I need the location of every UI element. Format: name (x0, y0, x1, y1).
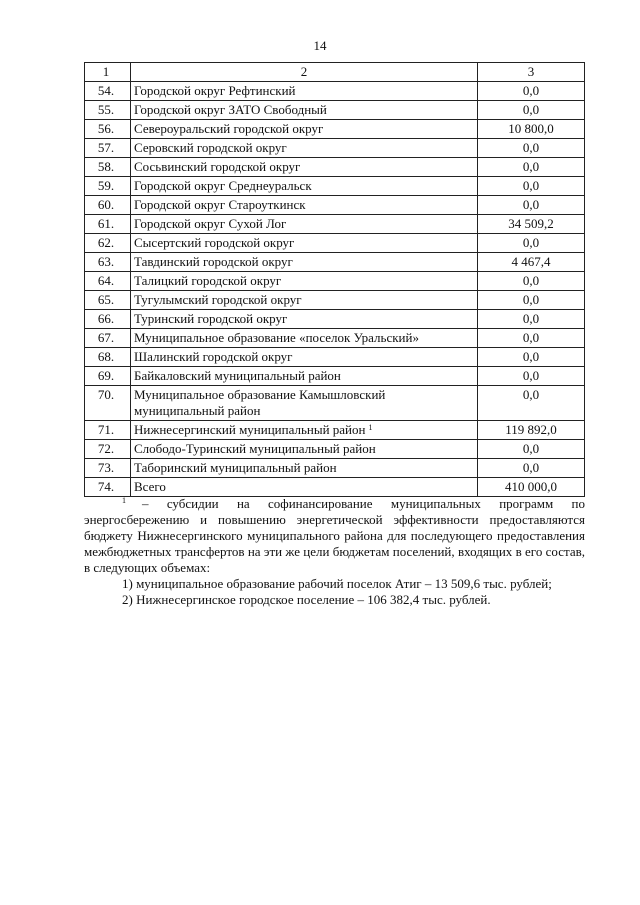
table-row (85, 253, 585, 272)
row-value: 10 800,0 (478, 120, 585, 139)
row-number: 73. (85, 459, 131, 478)
row-name-text: Муниципальное образование «поселок Уральский» (134, 330, 419, 345)
row-value: 0,0 (478, 101, 585, 120)
row-number: 74. (85, 478, 131, 497)
row-number: 69. (85, 367, 131, 386)
column-header-name: 2 (131, 63, 478, 82)
row-name-text: Шалинский городской округ (134, 349, 293, 364)
table-row (85, 310, 585, 329)
row-name (131, 310, 478, 329)
row-value: 34 509,2 (478, 215, 585, 234)
table-row (85, 101, 585, 120)
row-number: 55. (85, 101, 131, 120)
footnote-text: – субсидии на софинансирование муниципальных программ по энергосбережению и повышению энергетической эффективности предоставляются бюджету Нижнесергинского муниципального района для последующего предоставления межбюджетных трансфертов на эти же цели бюджетам поселений, входящих в его состав, в следующих объемах: (84, 496, 585, 575)
row-name (131, 329, 478, 348)
row-name (131, 440, 478, 459)
row-name-text: Байкаловский муниципальный район (134, 368, 341, 383)
row-number: 63. (85, 253, 131, 272)
row-name-text: Городской округ Староуткинск (134, 197, 306, 212)
row-number: 54. (85, 82, 131, 101)
row-value: 0,0 (478, 386, 585, 421)
table-row (85, 421, 585, 440)
row-name (131, 120, 478, 139)
row-name (131, 82, 478, 101)
row-name-text: Городской округ ЗАТО Свободный (134, 102, 327, 117)
table-row (85, 139, 585, 158)
row-name (131, 215, 478, 234)
row-name (131, 101, 478, 120)
table-row (85, 440, 585, 459)
row-value: 119 892,0 (478, 421, 585, 440)
row-value: 0,0 (478, 440, 585, 459)
row-value: 0,0 (478, 272, 585, 291)
column-header-value: 3 (478, 63, 585, 82)
row-value: 0,0 (478, 82, 585, 101)
table-row (85, 348, 585, 367)
row-value: 410 000,0 (478, 478, 585, 497)
row-value: 0,0 (478, 329, 585, 348)
row-name-text: Слободо-Туринский муниципальный район (134, 441, 376, 456)
row-name (131, 177, 478, 196)
row-number: 59. (85, 177, 131, 196)
row-name (131, 386, 478, 421)
row-number: 60. (85, 196, 131, 215)
row-name (131, 234, 478, 253)
row-name (131, 253, 478, 272)
column-header-number: 1 (85, 63, 131, 82)
row-name (131, 272, 478, 291)
row-value: 0,0 (478, 348, 585, 367)
row-name-text: Городской округ Среднеуральск (134, 178, 312, 193)
row-value: 0,0 (478, 196, 585, 215)
row-name (131, 196, 478, 215)
row-number: 65. (85, 291, 131, 310)
table-body (85, 82, 585, 497)
row-number: 67. (85, 329, 131, 348)
table-row (85, 329, 585, 348)
row-number: 70. (85, 386, 131, 421)
table-row (85, 177, 585, 196)
row-name-text: Сосьвинский городской округ (134, 159, 301, 174)
table-row (85, 196, 585, 215)
row-value: 0,0 (478, 459, 585, 478)
row-name-text: Городской округ Сухой Лог (134, 216, 287, 231)
table-header-row (85, 63, 585, 82)
row-number: 68. (85, 348, 131, 367)
table-row (85, 215, 585, 234)
row-name-text: Тавдинский городской округ (134, 254, 293, 269)
row-name-text: Городской округ Рефтинский (134, 83, 296, 98)
row-name-text: Таборинский муниципальный район (134, 460, 337, 475)
subsidy-table (84, 62, 585, 497)
row-value: 0,0 (478, 158, 585, 177)
row-name-text: Североуральский городской округ (134, 121, 324, 136)
row-name (131, 478, 478, 497)
row-value: 0,0 (478, 234, 585, 253)
row-value: 0,0 (478, 291, 585, 310)
row-number: 72. (85, 440, 131, 459)
row-name-text: Муниципальное образование Камышловский муниципальный район (134, 387, 386, 418)
table-row (85, 478, 585, 497)
row-value: 0,0 (478, 367, 585, 386)
row-name-text: Туринский городской округ (134, 311, 288, 326)
row-number: 62. (85, 234, 131, 253)
row-value: 0,0 (478, 139, 585, 158)
row-name (131, 421, 478, 440)
row-name (131, 139, 478, 158)
footnote-item-1: 1) муниципальное образование рабочий поселок Атиг – 13 509,6 тыс. рублей; (122, 576, 552, 591)
row-number: 61. (85, 215, 131, 234)
row-name (131, 291, 478, 310)
row-number: 56. (85, 120, 131, 139)
footnote-reference: 1 (368, 423, 373, 432)
row-name (131, 348, 478, 367)
row-name (131, 367, 478, 386)
row-name (131, 158, 478, 177)
table-row (85, 234, 585, 253)
table-row (85, 82, 585, 101)
row-name-text: Серовский городской округ (134, 140, 287, 155)
row-value: 0,0 (478, 177, 585, 196)
table-row (85, 367, 585, 386)
row-number: 58. (85, 158, 131, 177)
footnote-mark: 1 (122, 496, 126, 505)
row-number: 64. (85, 272, 131, 291)
row-number: 57. (85, 139, 131, 158)
footnote-item-2: 2) Нижнесергинское городское поселение – 106 382,4 тыс. рублей. (122, 592, 491, 607)
table-row (85, 459, 585, 478)
row-value: 4 467,4 (478, 253, 585, 272)
footnote (84, 496, 585, 608)
row-name-text: Сысертский городской округ (134, 235, 295, 250)
row-name-text: Тугулымский городской округ (134, 292, 302, 307)
table-row (85, 120, 585, 139)
table-row (85, 386, 585, 421)
row-name (131, 459, 478, 478)
table-row (85, 291, 585, 310)
page-number: 14 (313, 38, 327, 53)
row-number: 71. (85, 421, 131, 440)
row-name-text: Всего (134, 479, 166, 494)
row-name-text: Талицкий городской округ (134, 273, 282, 288)
row-number: 66. (85, 310, 131, 329)
table-row (85, 158, 585, 177)
footnote-paragraph (84, 496, 585, 576)
table-row (85, 272, 585, 291)
row-name-text: Нижнесергинский муниципальный район (134, 422, 366, 437)
row-value: 0,0 (478, 310, 585, 329)
